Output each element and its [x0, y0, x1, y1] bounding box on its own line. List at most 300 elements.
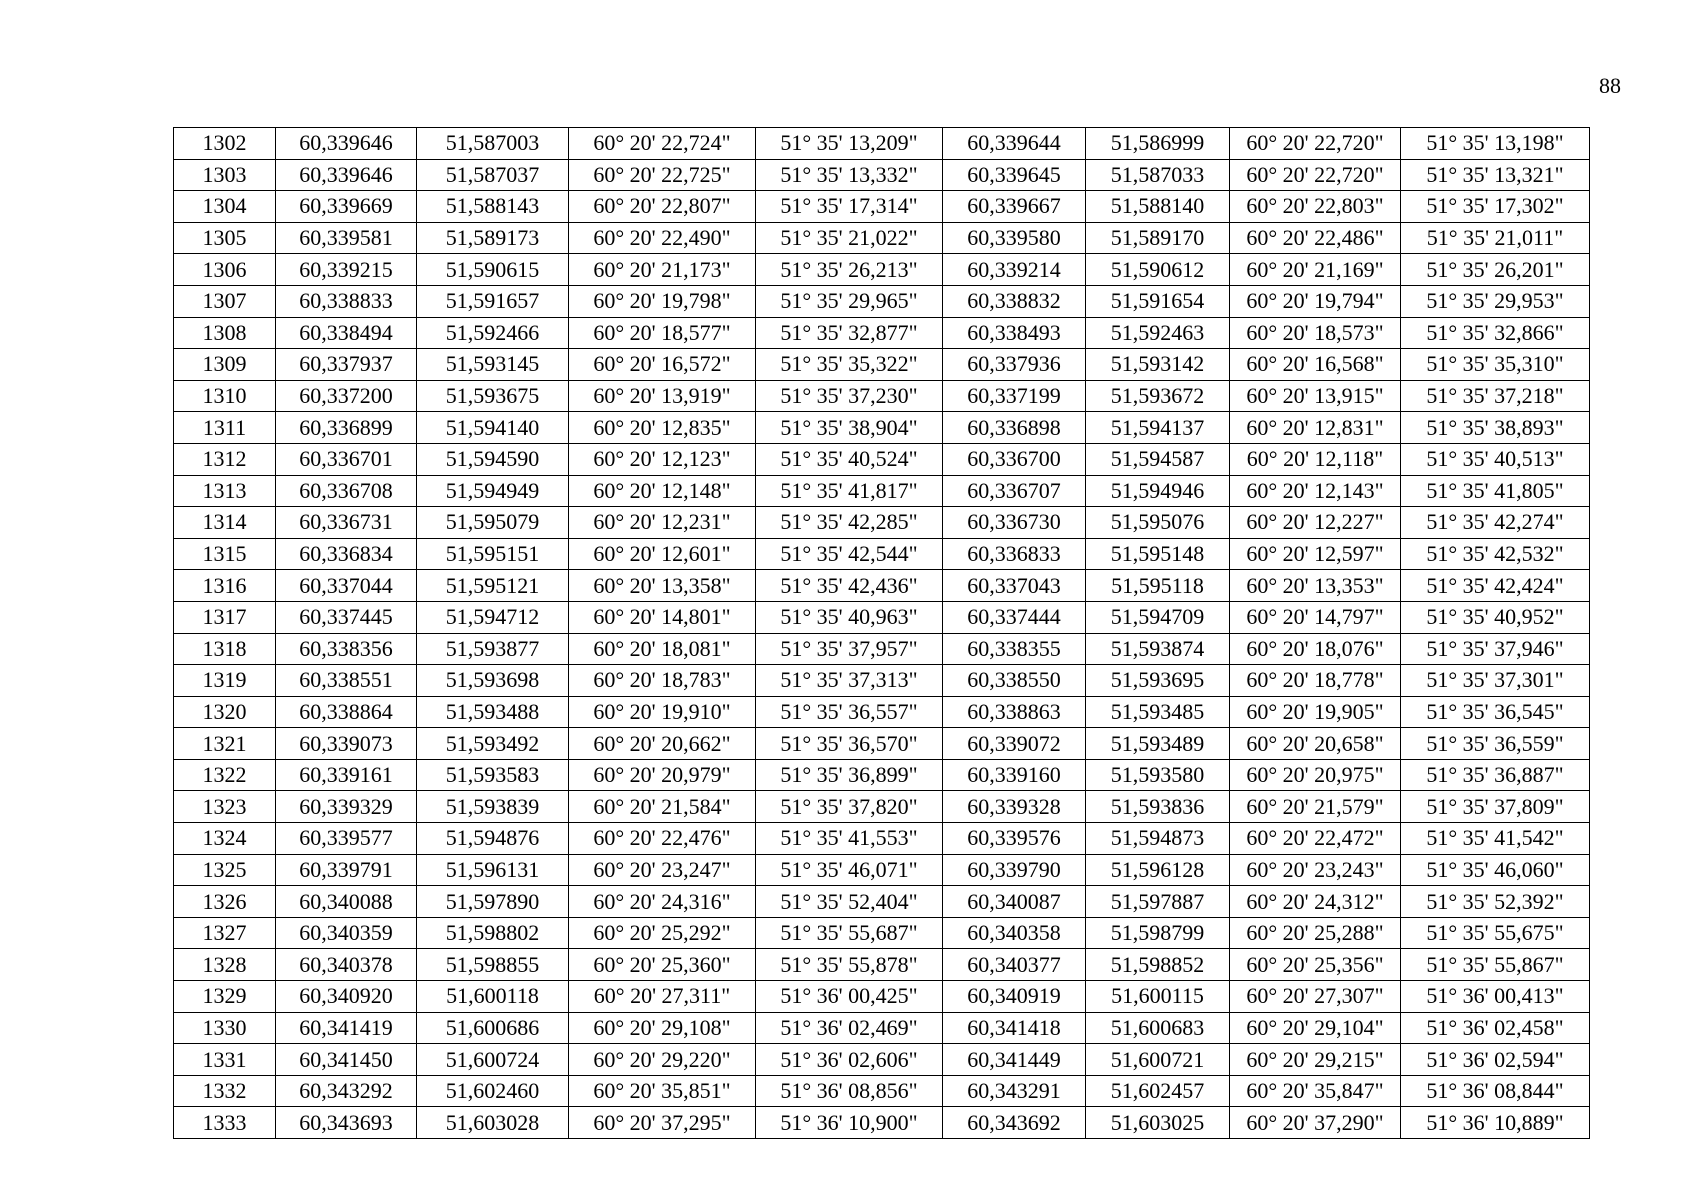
lon-dms-2-cell: 51° 35' 36,559": [1401, 728, 1590, 760]
lat-decimal-2-cell: 60,336700: [943, 443, 1086, 475]
lon-dms-2-cell: 51° 35' 52,392": [1401, 886, 1590, 918]
lon-dms-2-cell: 51° 35' 41,542": [1401, 823, 1590, 855]
table-row: [174, 128, 1590, 160]
lon-dms-cell: 51° 35' 37,313": [756, 665, 943, 697]
lat-dms-2-cell: 60° 20' 12,597": [1230, 538, 1401, 570]
table-row: [174, 507, 1590, 539]
point-number-cell: 1310: [174, 380, 276, 412]
lat-dms-2-cell: 60° 20' 19,794": [1230, 285, 1401, 317]
lon-decimal-2-cell: 51,598852: [1086, 949, 1230, 981]
lon-dms-2-cell: 51° 35' 46,060": [1401, 854, 1590, 886]
point-number-cell: 1322: [174, 759, 276, 791]
lon-dms-2-cell: 51° 36' 10,889": [1401, 1107, 1590, 1139]
table-row: [174, 349, 1590, 381]
lon-decimal-cell: 51,593675: [417, 380, 569, 412]
lat-dms-2-cell: 60° 20' 21,169": [1230, 254, 1401, 286]
lat-dms-2-cell: 60° 20' 20,658": [1230, 728, 1401, 760]
lon-decimal-2-cell: 51,593485: [1086, 696, 1230, 728]
lon-dms-cell: 51° 35' 13,209": [756, 128, 943, 160]
lon-decimal-2-cell: 51,593142: [1086, 349, 1230, 381]
lat-decimal-cell: 60,341419: [276, 1012, 417, 1044]
lon-decimal-cell: 51,603028: [417, 1107, 569, 1139]
lat-decimal-2-cell: 60,340377: [943, 949, 1086, 981]
lat-dms-cell: 60° 20' 25,360": [569, 949, 756, 981]
lat-dms-2-cell: 60° 20' 13,915": [1230, 380, 1401, 412]
lat-decimal-2-cell: 60,338493: [943, 317, 1086, 349]
point-number-cell: 1318: [174, 633, 276, 665]
point-number-cell: 1306: [174, 254, 276, 286]
lon-decimal-cell: 51,593492: [417, 728, 569, 760]
lat-dms-cell: 60° 20' 21,173": [569, 254, 756, 286]
point-number-cell: 1325: [174, 854, 276, 886]
point-number-cell: 1303: [174, 159, 276, 191]
lon-decimal-2-cell: 51,593489: [1086, 728, 1230, 760]
lat-decimal-2-cell: 60,340919: [943, 981, 1086, 1013]
lon-decimal-cell: 51,598855: [417, 949, 569, 981]
lon-dms-2-cell: 51° 35' 55,867": [1401, 949, 1590, 981]
lat-decimal-cell: 60,337937: [276, 349, 417, 381]
point-number-cell: 1302: [174, 128, 276, 160]
lon-decimal-2-cell: 51,593580: [1086, 759, 1230, 791]
table-row: [174, 601, 1590, 633]
point-number-cell: 1312: [174, 443, 276, 475]
lat-dms-2-cell: 60° 20' 25,288": [1230, 917, 1401, 949]
table-row: [174, 917, 1590, 949]
lon-decimal-2-cell: 51,594587: [1086, 443, 1230, 475]
lat-dms-2-cell: 60° 20' 23,243": [1230, 854, 1401, 886]
lon-decimal-2-cell: 51,593695: [1086, 665, 1230, 697]
lon-dms-cell: 51° 35' 41,817": [756, 475, 943, 507]
lat-decimal-cell: 60,338833: [276, 285, 417, 317]
lon-decimal-2-cell: 51,593874: [1086, 633, 1230, 665]
lat-dms-cell: 60° 20' 19,798": [569, 285, 756, 317]
table-row: [174, 791, 1590, 823]
table-row: [174, 222, 1590, 254]
lat-decimal-cell: 60,340359: [276, 917, 417, 949]
lat-dms-cell: 60° 20' 22,490": [569, 222, 756, 254]
lat-dms-2-cell: 60° 20' 29,215": [1230, 1044, 1401, 1076]
lat-dms-cell: 60° 20' 24,316": [569, 886, 756, 918]
lat-dms-cell: 60° 20' 14,801": [569, 601, 756, 633]
table-row: [174, 886, 1590, 918]
lon-dms-cell: 51° 35' 37,230": [756, 380, 943, 412]
lon-decimal-2-cell: 51,593836: [1086, 791, 1230, 823]
lon-dms-2-cell: 51° 35' 55,675": [1401, 917, 1590, 949]
lat-dms-cell: 60° 20' 13,919": [569, 380, 756, 412]
lon-dms-cell: 51° 35' 40,963": [756, 601, 943, 633]
lon-dms-cell: 51° 36' 00,425": [756, 981, 943, 1013]
lat-decimal-cell: 60,339161: [276, 759, 417, 791]
lon-decimal-cell: 51,593145: [417, 349, 569, 381]
lat-decimal-2-cell: 60,339328: [943, 791, 1086, 823]
lat-decimal-cell: 60,339581: [276, 222, 417, 254]
lon-dms-2-cell: 51° 35' 32,866": [1401, 317, 1590, 349]
lat-decimal-2-cell: 60,341449: [943, 1044, 1086, 1076]
lat-decimal-2-cell: 60,339580: [943, 222, 1086, 254]
lon-decimal-cell: 51,593698: [417, 665, 569, 697]
lat-dms-2-cell: 60° 20' 29,104": [1230, 1012, 1401, 1044]
lat-dms-2-cell: 60° 20' 20,975": [1230, 759, 1401, 791]
lon-dms-2-cell: 51° 35' 13,321": [1401, 159, 1590, 191]
lat-dms-2-cell: 60° 20' 13,353": [1230, 570, 1401, 602]
table-row: [174, 191, 1590, 223]
lon-decimal-cell: 51,595121: [417, 570, 569, 602]
lat-dms-cell: 60° 20' 22,476": [569, 823, 756, 855]
lat-decimal-2-cell: 60,339790: [943, 854, 1086, 886]
lon-dms-2-cell: 51° 35' 36,887": [1401, 759, 1590, 791]
lon-dms-cell: 51° 35' 40,524": [756, 443, 943, 475]
point-number-cell: 1327: [174, 917, 276, 949]
lat-dms-2-cell: 60° 20' 25,356": [1230, 949, 1401, 981]
table-row: [174, 1075, 1590, 1107]
lon-dms-cell: 51° 35' 46,071": [756, 854, 943, 886]
point-number-cell: 1329: [174, 981, 276, 1013]
lon-decimal-2-cell: 51,600721: [1086, 1044, 1230, 1076]
lon-dms-2-cell: 51° 35' 42,274": [1401, 507, 1590, 539]
lat-dms-cell: 60° 20' 22,807": [569, 191, 756, 223]
lon-dms-cell: 51° 36' 02,606": [756, 1044, 943, 1076]
lon-dms-cell: 51° 35' 32,877": [756, 317, 943, 349]
lon-decimal-2-cell: 51,600115: [1086, 981, 1230, 1013]
point-number-cell: 1315: [174, 538, 276, 570]
lon-decimal-2-cell: 51,588140: [1086, 191, 1230, 223]
lon-decimal-cell: 51,602460: [417, 1075, 569, 1107]
lon-dms-2-cell: 51° 35' 38,893": [1401, 412, 1590, 444]
lat-decimal-2-cell: 60,339645: [943, 159, 1086, 191]
lon-decimal-cell: 51,593877: [417, 633, 569, 665]
lon-dms-cell: 51° 36' 02,469": [756, 1012, 943, 1044]
lon-decimal-cell: 51,589173: [417, 222, 569, 254]
lat-decimal-cell: 60,339646: [276, 159, 417, 191]
table-row: [174, 728, 1590, 760]
point-number-cell: 1320: [174, 696, 276, 728]
lat-dms-cell: 60° 20' 12,835": [569, 412, 756, 444]
point-number-cell: 1319: [174, 665, 276, 697]
lat-dms-2-cell: 60° 20' 18,076": [1230, 633, 1401, 665]
lat-dms-cell: 60° 20' 18,783": [569, 665, 756, 697]
lon-decimal-2-cell: 51,603025: [1086, 1107, 1230, 1139]
lat-decimal-2-cell: 60,338355: [943, 633, 1086, 665]
lon-dms-cell: 51° 35' 41,553": [756, 823, 943, 855]
point-number-cell: 1331: [174, 1044, 276, 1076]
lon-dms-cell: 51° 35' 17,314": [756, 191, 943, 223]
lat-decimal-2-cell: 60,339214: [943, 254, 1086, 286]
lon-decimal-cell: 51,588143: [417, 191, 569, 223]
lat-dms-cell: 60° 20' 12,148": [569, 475, 756, 507]
lat-decimal-2-cell: 60,339667: [943, 191, 1086, 223]
lon-dms-2-cell: 51° 35' 41,805": [1401, 475, 1590, 507]
lon-dms-cell: 51° 35' 38,904": [756, 412, 943, 444]
lon-dms-cell: 51° 35' 36,570": [756, 728, 943, 760]
lat-dms-cell: 60° 20' 29,108": [569, 1012, 756, 1044]
lat-decimal-cell: 60,337044: [276, 570, 417, 602]
point-number-cell: 1314: [174, 507, 276, 539]
lon-decimal-2-cell: 51,600683: [1086, 1012, 1230, 1044]
table-row: [174, 285, 1590, 317]
point-number-cell: 1309: [174, 349, 276, 381]
lat-dms-2-cell: 60° 20' 22,720": [1230, 159, 1401, 191]
lat-dms-2-cell: 60° 20' 12,118": [1230, 443, 1401, 475]
point-number-cell: 1305: [174, 222, 276, 254]
lon-decimal-cell: 51,592466: [417, 317, 569, 349]
lon-dms-cell: 51° 35' 36,557": [756, 696, 943, 728]
lat-dms-cell: 60° 20' 37,295": [569, 1107, 756, 1139]
lon-dms-cell: 51° 35' 37,820": [756, 791, 943, 823]
lon-decimal-cell: 51,600118: [417, 981, 569, 1013]
lon-decimal-cell: 51,598802: [417, 917, 569, 949]
lat-decimal-2-cell: 60,337444: [943, 601, 1086, 633]
lon-decimal-2-cell: 51,594946: [1086, 475, 1230, 507]
lon-decimal-2-cell: 51,594873: [1086, 823, 1230, 855]
lat-decimal-cell: 60,338356: [276, 633, 417, 665]
lat-decimal-2-cell: 60,343692: [943, 1107, 1086, 1139]
lat-dms-cell: 60° 20' 13,358": [569, 570, 756, 602]
lat-decimal-cell: 60,336701: [276, 443, 417, 475]
lat-dms-2-cell: 60° 20' 18,778": [1230, 665, 1401, 697]
lon-decimal-2-cell: 51,595148: [1086, 538, 1230, 570]
lon-dms-cell: 51° 35' 21,022": [756, 222, 943, 254]
table-row: [174, 759, 1590, 791]
lat-decimal-cell: 60,339669: [276, 191, 417, 223]
lat-decimal-cell: 60,339646: [276, 128, 417, 160]
lat-dms-2-cell: 60° 20' 22,720": [1230, 128, 1401, 160]
lat-decimal-cell: 60,337445: [276, 601, 417, 633]
lat-dms-2-cell: 60° 20' 22,486": [1230, 222, 1401, 254]
lon-dms-2-cell: 51° 35' 40,952": [1401, 601, 1590, 633]
lat-decimal-cell: 60,343693: [276, 1107, 417, 1139]
lat-decimal-2-cell: 60,337936: [943, 349, 1086, 381]
point-number-cell: 1333: [174, 1107, 276, 1139]
table-row: [174, 475, 1590, 507]
point-number-cell: 1324: [174, 823, 276, 855]
lat-decimal-2-cell: 60,336730: [943, 507, 1086, 539]
lat-decimal-cell: 60,339329: [276, 791, 417, 823]
lat-decimal-cell: 60,336834: [276, 538, 417, 570]
point-number-cell: 1326: [174, 886, 276, 918]
point-number-cell: 1311: [174, 412, 276, 444]
lon-decimal-cell: 51,593583: [417, 759, 569, 791]
lat-dms-cell: 60° 20' 22,724": [569, 128, 756, 160]
lon-dms-2-cell: 51° 36' 02,594": [1401, 1044, 1590, 1076]
lat-dms-2-cell: 60° 20' 18,573": [1230, 317, 1401, 349]
lat-decimal-cell: 60,338494: [276, 317, 417, 349]
lon-decimal-2-cell: 51,590612: [1086, 254, 1230, 286]
lat-decimal-2-cell: 60,343291: [943, 1075, 1086, 1107]
lat-decimal-cell: 60,340920: [276, 981, 417, 1013]
lon-dms-2-cell: 51° 36' 02,458": [1401, 1012, 1590, 1044]
lon-decimal-cell: 51,594876: [417, 823, 569, 855]
lon-decimal-2-cell: 51,594709: [1086, 601, 1230, 633]
lon-decimal-2-cell: 51,586999: [1086, 128, 1230, 160]
lat-dms-cell: 60° 20' 25,292": [569, 917, 756, 949]
lon-dms-cell: 51° 35' 55,878": [756, 949, 943, 981]
table-row: [174, 159, 1590, 191]
lon-dms-cell: 51° 35' 36,899": [756, 759, 943, 791]
lat-dms-cell: 60° 20' 20,979": [569, 759, 756, 791]
lat-decimal-2-cell: 60,338832: [943, 285, 1086, 317]
coordinates-table: [173, 127, 1590, 1139]
table-row: [174, 854, 1590, 886]
lon-dms-cell: 51° 36' 08,856": [756, 1075, 943, 1107]
point-number-cell: 1304: [174, 191, 276, 223]
lat-decimal-2-cell: 60,336707: [943, 475, 1086, 507]
lat-decimal-2-cell: 60,337199: [943, 380, 1086, 412]
lat-decimal-2-cell: 60,340087: [943, 886, 1086, 918]
lon-decimal-2-cell: 51,592463: [1086, 317, 1230, 349]
lat-decimal-2-cell: 60,339576: [943, 823, 1086, 855]
lon-decimal-2-cell: 51,596128: [1086, 854, 1230, 886]
point-number-cell: 1307: [174, 285, 276, 317]
lat-dms-2-cell: 60° 20' 35,847": [1230, 1075, 1401, 1107]
lat-dms-cell: 60° 20' 21,584": [569, 791, 756, 823]
lat-dms-cell: 60° 20' 27,311": [569, 981, 756, 1013]
lat-dms-cell: 60° 20' 12,123": [569, 443, 756, 475]
lon-decimal-2-cell: 51,594137: [1086, 412, 1230, 444]
lon-dms-2-cell: 51° 35' 21,011": [1401, 222, 1590, 254]
lon-dms-cell: 51° 35' 42,285": [756, 507, 943, 539]
point-number-cell: 1323: [174, 791, 276, 823]
lon-dms-2-cell: 51° 35' 29,953": [1401, 285, 1590, 317]
table-row: [174, 570, 1590, 602]
lon-dms-2-cell: 51° 35' 37,946": [1401, 633, 1590, 665]
lat-dms-cell: 60° 20' 18,577": [569, 317, 756, 349]
lat-decimal-2-cell: 60,336833: [943, 538, 1086, 570]
lon-dms-2-cell: 51° 35' 42,424": [1401, 570, 1590, 602]
lon-decimal-2-cell: 51,587033: [1086, 159, 1230, 191]
lat-decimal-cell: 60,339215: [276, 254, 417, 286]
lon-dms-2-cell: 51° 36' 08,844": [1401, 1075, 1590, 1107]
lon-decimal-cell: 51,596131: [417, 854, 569, 886]
lat-dms-2-cell: 60° 20' 14,797": [1230, 601, 1401, 633]
lat-dms-2-cell: 60° 20' 22,472": [1230, 823, 1401, 855]
lon-decimal-cell: 51,600724: [417, 1044, 569, 1076]
lat-dms-2-cell: 60° 20' 12,831": [1230, 412, 1401, 444]
lon-dms-cell: 51° 35' 26,213": [756, 254, 943, 286]
lon-decimal-cell: 51,594140: [417, 412, 569, 444]
lat-dms-cell: 60° 20' 35,851": [569, 1075, 756, 1107]
table-row: [174, 254, 1590, 286]
table-row: [174, 412, 1590, 444]
point-number-cell: 1313: [174, 475, 276, 507]
lon-decimal-cell: 51,591657: [417, 285, 569, 317]
table-row: [174, 696, 1590, 728]
lat-dms-2-cell: 60° 20' 21,579": [1230, 791, 1401, 823]
lon-dms-cell: 51° 35' 29,965": [756, 285, 943, 317]
lat-decimal-cell: 60,336731: [276, 507, 417, 539]
table-row: [174, 380, 1590, 412]
lon-dms-2-cell: 51° 35' 37,301": [1401, 665, 1590, 697]
lat-decimal-2-cell: 60,337043: [943, 570, 1086, 602]
lon-decimal-2-cell: 51,602457: [1086, 1075, 1230, 1107]
lat-dms-cell: 60° 20' 16,572": [569, 349, 756, 381]
lon-decimal-2-cell: 51,591654: [1086, 285, 1230, 317]
lat-decimal-cell: 60,337200: [276, 380, 417, 412]
lon-decimal-2-cell: 51,597887: [1086, 886, 1230, 918]
table-body: [174, 128, 1590, 1139]
lon-dms-cell: 51° 35' 37,957": [756, 633, 943, 665]
lat-dms-cell: 60° 20' 12,601": [569, 538, 756, 570]
page-number: 88: [1599, 73, 1621, 98]
lon-dms-2-cell: 51° 35' 36,545": [1401, 696, 1590, 728]
table-row: [174, 823, 1590, 855]
lat-decimal-cell: 60,340088: [276, 886, 417, 918]
table-row: [174, 1107, 1590, 1139]
lon-decimal-cell: 51,594590: [417, 443, 569, 475]
lat-decimal-2-cell: 60,341418: [943, 1012, 1086, 1044]
lon-dms-2-cell: 51° 35' 26,201": [1401, 254, 1590, 286]
point-number-cell: 1308: [174, 317, 276, 349]
lat-decimal-cell: 60,338551: [276, 665, 417, 697]
lat-dms-cell: 60° 20' 12,231": [569, 507, 756, 539]
table-row: [174, 538, 1590, 570]
lon-dms-cell: 51° 36' 10,900": [756, 1107, 943, 1139]
lat-decimal-cell: 60,339791: [276, 854, 417, 886]
lat-decimal-cell: 60,341450: [276, 1044, 417, 1076]
point-number-cell: 1317: [174, 601, 276, 633]
point-number-cell: 1332: [174, 1075, 276, 1107]
lat-dms-2-cell: 60° 20' 22,803": [1230, 191, 1401, 223]
lat-dms-2-cell: 60° 20' 12,227": [1230, 507, 1401, 539]
table-row: [174, 949, 1590, 981]
lon-dms-cell: 51° 35' 42,436": [756, 570, 943, 602]
point-number-cell: 1316: [174, 570, 276, 602]
lon-decimal-cell: 51,593839: [417, 791, 569, 823]
lon-dms-2-cell: 51° 35' 42,532": [1401, 538, 1590, 570]
lat-decimal-2-cell: 60,338863: [943, 696, 1086, 728]
lon-dms-cell: 51° 35' 52,404": [756, 886, 943, 918]
lat-decimal-cell: 60,336899: [276, 412, 417, 444]
lat-decimal-cell: 60,339577: [276, 823, 417, 855]
lat-dms-2-cell: 60° 20' 16,568": [1230, 349, 1401, 381]
table-row: [174, 981, 1590, 1013]
lat-decimal-2-cell: 60,339072: [943, 728, 1086, 760]
lon-decimal-2-cell: 51,598799: [1086, 917, 1230, 949]
lon-dms-cell: 51° 35' 55,687": [756, 917, 943, 949]
point-number-cell: 1328: [174, 949, 276, 981]
table-row: [174, 1044, 1590, 1076]
lat-dms-cell: 60° 20' 23,247": [569, 854, 756, 886]
lon-decimal-cell: 51,595079: [417, 507, 569, 539]
lon-decimal-cell: 51,587003: [417, 128, 569, 160]
lat-decimal-cell: 60,343292: [276, 1075, 417, 1107]
lon-dms-cell: 51° 35' 13,332": [756, 159, 943, 191]
lat-decimal-cell: 60,340378: [276, 949, 417, 981]
lon-dms-cell: 51° 35' 42,544": [756, 538, 943, 570]
lat-decimal-cell: 60,336708: [276, 475, 417, 507]
lat-dms-2-cell: 60° 20' 37,290": [1230, 1107, 1401, 1139]
lat-dms-2-cell: 60° 20' 19,905": [1230, 696, 1401, 728]
table-row: [174, 665, 1590, 697]
lat-decimal-cell: 60,339073: [276, 728, 417, 760]
lat-dms-cell: 60° 20' 18,081": [569, 633, 756, 665]
lon-dms-2-cell: 51° 35' 35,310": [1401, 349, 1590, 381]
lon-dms-2-cell: 51° 36' 00,413": [1401, 981, 1590, 1013]
lon-dms-2-cell: 51° 35' 17,302": [1401, 191, 1590, 223]
lon-decimal-2-cell: 51,589170: [1086, 222, 1230, 254]
lon-dms-cell: 51° 35' 35,322": [756, 349, 943, 381]
lat-decimal-2-cell: 60,339644: [943, 128, 1086, 160]
lon-dms-2-cell: 51° 35' 37,809": [1401, 791, 1590, 823]
lon-decimal-cell: 51,593488: [417, 696, 569, 728]
lon-decimal-cell: 51,597890: [417, 886, 569, 918]
lon-dms-2-cell: 51° 35' 37,218": [1401, 380, 1590, 412]
lon-decimal-cell: 51,590615: [417, 254, 569, 286]
lat-dms-2-cell: 60° 20' 27,307": [1230, 981, 1401, 1013]
lat-dms-cell: 60° 20' 22,725": [569, 159, 756, 191]
lon-decimal-cell: 51,594712: [417, 601, 569, 633]
lon-decimal-2-cell: 51,593672: [1086, 380, 1230, 412]
lat-decimal-2-cell: 60,340358: [943, 917, 1086, 949]
